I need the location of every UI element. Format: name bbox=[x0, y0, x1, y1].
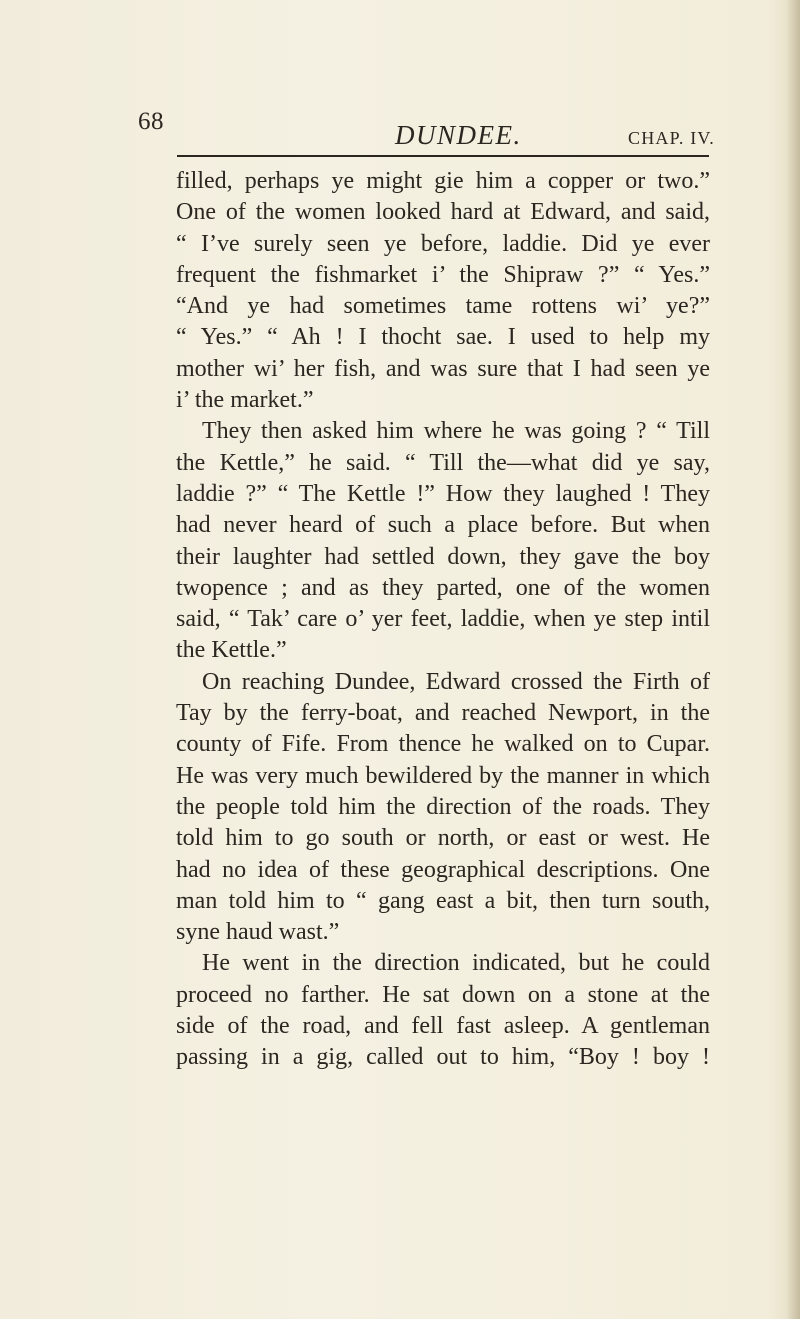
text-line: side of the road, and fell fast asleep. A gentleman bbox=[176, 1013, 710, 1040]
text-line: filled, perhaps ye might gie him a copper or two.” bbox=[176, 168, 710, 194]
text-line: man told him to “ gang east a bit, then turn south, bbox=[176, 887, 710, 914]
text-line: had never heard of such a place before. But when bbox=[176, 512, 710, 539]
running-head: DUNDEE. bbox=[395, 120, 522, 150]
chapter-label: CHAP. IV. bbox=[628, 128, 715, 148]
page-number: 68 bbox=[138, 108, 164, 135]
text-line: proceed no farther. He sat down on a stone at the bbox=[176, 981, 710, 1008]
text-line: their laughter had settled down, they gave the boy bbox=[176, 543, 710, 570]
text-line: frequent the fishmarket i’ the Shipraw ?” “ Yes.” bbox=[176, 261, 710, 288]
text-line: the Kettle.” bbox=[176, 637, 287, 664]
header-rule bbox=[177, 155, 709, 157]
page-header bbox=[0, 108, 800, 158]
text-line: They then asked him where he was going ? “ Till bbox=[202, 418, 710, 445]
text-line: “ I’ve surely seen ye before, laddie. Did ye ever bbox=[176, 230, 710, 257]
text-line: “ Yes.” “ Ah ! I thocht sae. I used to help my bbox=[176, 324, 710, 351]
text-line: told him to go south or north, or east or west. He bbox=[176, 825, 710, 852]
text-line: the Kettle,” he said. “ Till the—what did ye say, bbox=[176, 449, 710, 476]
text-line: i’ the market.” bbox=[176, 387, 314, 414]
text-line: He went in the direction indicated, but he could bbox=[202, 950, 710, 977]
text-line: had no idea of these geographical descriptions. One bbox=[176, 856, 710, 883]
text-line: mother wi’ her fish, and was sure that I had seen ye bbox=[176, 355, 710, 382]
text-line: Tay by the ferry-boat, and reached Newport, in the bbox=[176, 700, 710, 727]
text-line: the people told him the direction of the roads. They bbox=[176, 793, 710, 820]
text-line: On reaching Dundee, Edward crossed the Firth of bbox=[202, 668, 710, 695]
text-line: twopence ; and as they parted, one of the women bbox=[176, 574, 710, 601]
text-line: “And ye had sometimes tame rottens wi’ ye?” bbox=[176, 293, 710, 320]
text-line: said, “ Tak’ care o’ yer feet, laddie, when ye step intil bbox=[176, 606, 710, 633]
text-line: syne haud wast.” bbox=[176, 919, 340, 946]
page-edge-shadow bbox=[786, 0, 800, 1319]
text-line: One of the women looked hard at Edward, and said, bbox=[176, 199, 710, 226]
body-text bbox=[176, 166, 710, 1074]
text-line: He was very much bewildered by the manner in which bbox=[176, 762, 710, 789]
text-line: laddie ?” “ The Kettle !” How they laughed ! They bbox=[176, 480, 710, 507]
text-line: passing in a gig, called out to him, “Boy ! boy ! bbox=[176, 1044, 710, 1071]
text-line: county of Fife. From thence he walked on to Cupar. bbox=[176, 731, 710, 758]
